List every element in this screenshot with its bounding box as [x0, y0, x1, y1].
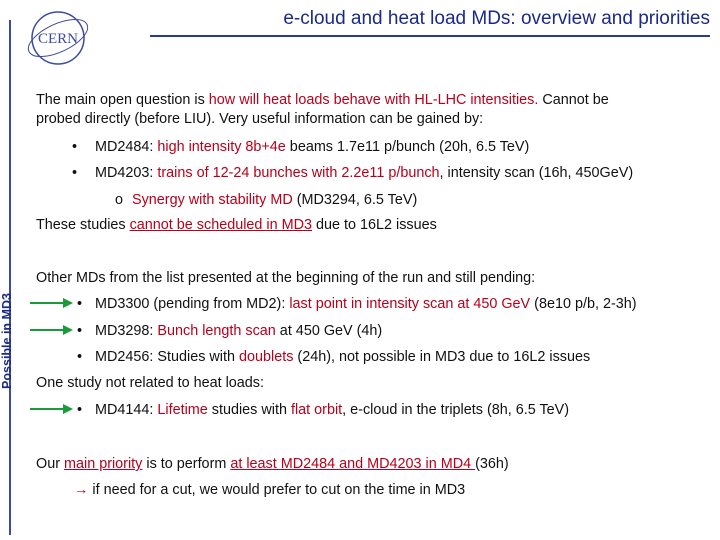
section2-bullet-4: • [77, 402, 83, 418]
page-title: e-cloud and heat load MDs: overview and priorities [283, 8, 710, 29]
bullet-marker: • [72, 139, 78, 155]
section2-intro2: One study not related to heat loads: [36, 375, 265, 391]
arrow-right-icon: → [74, 482, 89, 498]
section2-bullet-1: • [77, 296, 83, 312]
green-arrow-icon [28, 324, 74, 336]
section2-bullet-3-text: MD2456: Studies with doublets (24h), not possible in MD3 due to 16L2 issues [95, 349, 591, 365]
section1-bullet-2 [72, 165, 77, 182]
logo-text: CERN [37, 31, 79, 47]
green-arrow-icon [28, 403, 74, 415]
section2-bullet-3: • [77, 349, 83, 365]
section1-intro-line2: probed directly (before LIU). Very useful information can be gained by: [36, 111, 484, 127]
section2-bullet-4-text: MD4144: Lifetime studies with flat orbit, e-cloud in the triplets (8h, 6.5 TeV) [95, 402, 570, 418]
section3-cut-note: → if need for a cut, we would prefer to cut on the time in MD3 [74, 482, 466, 498]
section2-bullet-1-text: MD3300 (pending from MD2): last point in intensity scan at 450 GeV (8e10 p/b, 2-3h) [95, 296, 637, 312]
title-underline [150, 35, 710, 37]
section2-bullet-2: • [77, 323, 83, 339]
section1-bullet-1-text: MD2484: high intensity 8b+4e beams 1.7e11 p/bunch (20h, 6.5 TeV) [95, 139, 530, 155]
bullet-marker: • [72, 165, 78, 181]
cern-logo [20, 4, 100, 74]
section1-intro-line1: The main open question is how will heat loads behave with HL-LHC intensities. Cannot be [36, 92, 609, 108]
section2-bullet-2-text: MD3298: Bunch length scan at 450 GeV (4h) [95, 323, 383, 339]
section1-subbullet-text: Synergy with stability MD (MD3294, 6.5 TeV) [132, 192, 418, 208]
section3-priority: Our main priority is to perform at least MD2484 and MD4203 in MD4 (36h) [36, 456, 509, 472]
green-arrow-icon [28, 297, 74, 309]
section1-closing: These studies cannot be scheduled in MD3 due to 16L2 issues [36, 217, 437, 233]
section1-bullet-2-text: MD4203: trains of 12-24 bunches with 2.2e11 p/bunch, intensity scan (16h, 450GeV) [95, 165, 634, 181]
side-label-possible-in-md3: Possible in MD3 [0, 293, 14, 389]
section1-subbullet-marker: o [115, 192, 124, 208]
section1-bullet-1 [72, 139, 77, 156]
section2-intro: Other MDs from the list presented at the beginning of the run and still pending: [36, 270, 536, 286]
